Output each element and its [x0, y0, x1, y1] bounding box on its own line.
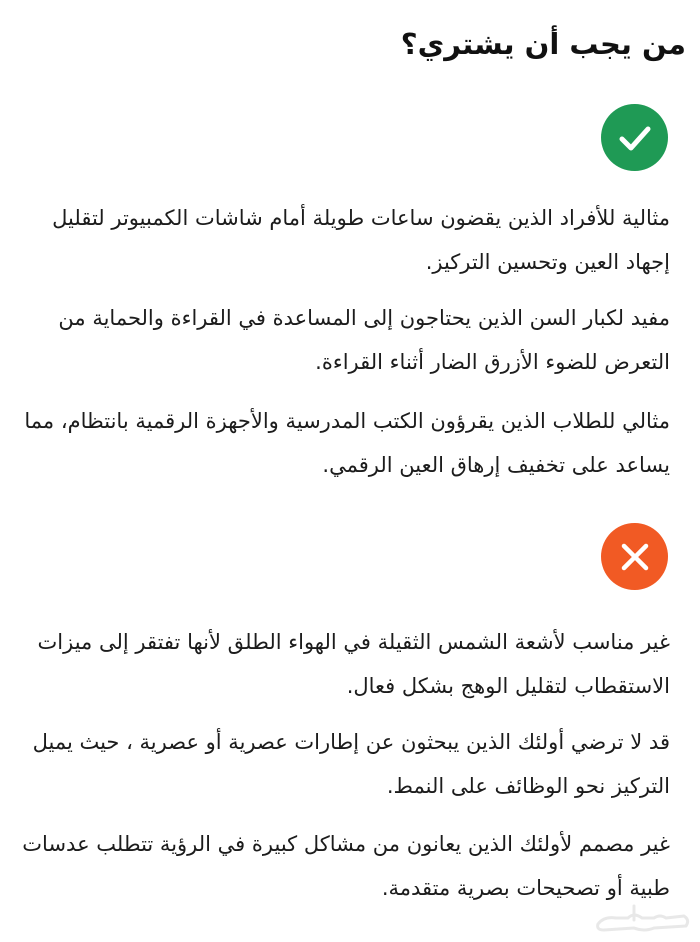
pros-item: مثالي للطلاب الذين يقرؤون الكتب المدرسية والأجهزة الرقمية بانتظام، مما يساعد على تخفيف إرهاق العين الرقمي.: [24, 409, 670, 477]
cons-item: غير مصمم لأولئك الذين يعانون من مشاكل كبيرة في الرؤية تتطلب عدسات طبية أو تصحيحات بصرية متقدمة.: [22, 832, 670, 900]
pros-item: مفيد لكبار السن الذين يحتاجون إلى المساعدة في القراءة والحماية من التعرض للضوء الأزرق الضار أثناء القراءة.: [58, 306, 670, 374]
close-icon: [618, 540, 652, 574]
checkmark-icon: [615, 118, 655, 158]
haraj-watermark-logo: [594, 902, 694, 938]
cons-item: غير مناسب لأشعة الشمس الثقيلة في الهواء الطلق لأنها تفتقر إلى ميزات الاستقطاب لتقليل الوهج بشكل فعال.: [37, 630, 670, 698]
page-title: من يجب أن يشتري؟: [400, 27, 686, 61]
pros-item: مثالية للأفراد الذين يقضون ساعات طويلة أمام شاشات الكمبيوتر لتقليل إجهاد العين وتحسين التركيز.: [52, 206, 670, 274]
x-circle-icon: [601, 523, 668, 590]
cons-item: قد لا ترضي أولئك الذين يبحثون عن إطارات عصرية أو عصرية ، حيث يميل التركيز نحو الوظائف على النمط.: [32, 730, 670, 798]
check-circle-icon: [601, 104, 668, 171]
